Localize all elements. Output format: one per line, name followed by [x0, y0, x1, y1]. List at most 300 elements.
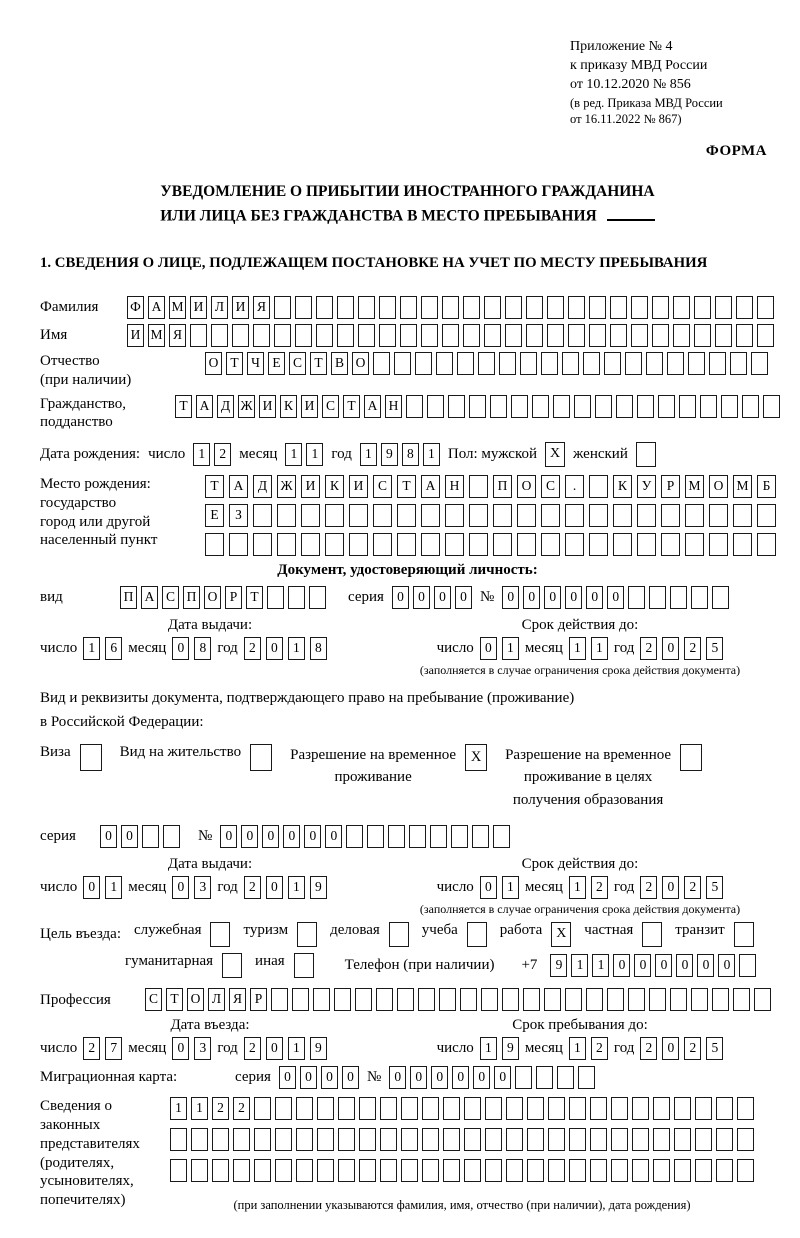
char-cell[interactable]: 1 — [502, 637, 519, 660]
char-cell[interactable] — [646, 352, 663, 375]
char-cell[interactable] — [541, 533, 560, 556]
char-cell[interactable] — [757, 504, 776, 527]
char-cell[interactable] — [632, 1097, 649, 1120]
char-cell[interactable] — [589, 504, 608, 527]
char-cell[interactable]: О — [204, 586, 221, 609]
char-cell[interactable] — [296, 1128, 313, 1151]
char-cell[interactable]: 0 — [655, 954, 672, 977]
char-cell[interactable] — [349, 533, 368, 556]
char-cell[interactable]: 1 — [502, 876, 519, 899]
char-cell[interactable] — [211, 324, 228, 347]
char-cell[interactable] — [685, 504, 704, 527]
char-cell[interactable] — [317, 1128, 334, 1151]
char-cell[interactable] — [422, 1097, 439, 1120]
char-cell[interactable] — [301, 533, 320, 556]
char-cell[interactable] — [632, 1128, 649, 1151]
char-cell[interactable]: 1 — [191, 1097, 208, 1120]
char-cell[interactable] — [742, 395, 759, 418]
char-cell[interactable]: З — [229, 504, 248, 527]
char-cell[interactable] — [313, 988, 330, 1011]
char-cell[interactable]: 2 — [233, 1097, 250, 1120]
char-cell[interactable] — [481, 988, 498, 1011]
char-cell[interactable] — [295, 296, 312, 319]
char-cell[interactable]: П — [120, 586, 137, 609]
char-cell[interactable] — [484, 324, 501, 347]
char-cell[interactable] — [376, 988, 393, 1011]
char-cell[interactable] — [469, 395, 486, 418]
char-cell[interactable]: 6 — [105, 637, 122, 660]
char-cell[interactable] — [523, 988, 540, 1011]
char-cell[interactable] — [337, 296, 354, 319]
char-cell[interactable] — [673, 296, 690, 319]
char-cell[interactable] — [712, 988, 729, 1011]
char-cell[interactable] — [712, 586, 729, 609]
char-cell[interactable] — [694, 324, 711, 347]
char-cell[interactable] — [721, 395, 738, 418]
char-cell[interactable]: 3 — [194, 1037, 211, 1060]
char-cell[interactable]: 0 — [718, 954, 735, 977]
char-cell[interactable] — [733, 533, 752, 556]
char-cell[interactable]: 1 — [288, 876, 305, 899]
char-cell[interactable] — [451, 825, 468, 848]
char-cell[interactable]: 0 — [410, 1066, 427, 1089]
char-cell[interactable]: 0 — [342, 1066, 359, 1089]
char-cell[interactable] — [505, 296, 522, 319]
char-cell[interactable]: 1 — [360, 443, 377, 466]
char-cell[interactable] — [649, 586, 666, 609]
char-cell[interactable] — [653, 1097, 670, 1120]
char-cell[interactable] — [400, 324, 417, 347]
char-cell[interactable] — [443, 1128, 460, 1151]
char-cell[interactable]: 1 — [105, 876, 122, 899]
char-cell[interactable]: 1 — [591, 637, 608, 660]
char-cell[interactable]: Я — [229, 988, 246, 1011]
char-cell[interactable] — [736, 324, 753, 347]
char-cell[interactable] — [541, 352, 558, 375]
char-cell[interactable]: Т — [205, 475, 224, 498]
char-cell[interactable]: 0 — [473, 1066, 490, 1089]
char-cell[interactable] — [590, 1097, 607, 1120]
char-cell[interactable] — [229, 533, 248, 556]
char-cell[interactable]: 2 — [212, 1097, 229, 1120]
char-cell[interactable] — [469, 475, 488, 498]
char-cell[interactable] — [680, 744, 702, 771]
char-cell[interactable]: 0 — [676, 954, 693, 977]
char-cell[interactable]: Т — [343, 395, 360, 418]
char-cell[interactable] — [565, 988, 582, 1011]
char-cell[interactable] — [557, 1066, 574, 1089]
char-cell[interactable]: 0 — [262, 825, 279, 848]
char-cell[interactable]: 0 — [300, 1066, 317, 1089]
char-cell[interactable] — [694, 296, 711, 319]
char-cell[interactable] — [695, 1097, 712, 1120]
char-cell[interactable] — [439, 988, 456, 1011]
char-cell[interactable] — [401, 1128, 418, 1151]
char-cell[interactable]: 0 — [321, 1066, 338, 1089]
char-cell[interactable]: 1 — [423, 443, 440, 466]
char-cell[interactable] — [367, 825, 384, 848]
char-cell[interactable] — [275, 1128, 292, 1151]
char-cell[interactable] — [674, 1097, 691, 1120]
char-cell[interactable]: 0 — [100, 825, 117, 848]
char-cell[interactable] — [691, 988, 708, 1011]
char-cell[interactable]: Н — [385, 395, 402, 418]
char-cell[interactable]: 2 — [684, 637, 701, 660]
char-cell[interactable] — [502, 988, 519, 1011]
char-cell[interactable]: И — [259, 395, 276, 418]
char-cell[interactable] — [379, 296, 396, 319]
char-cell[interactable] — [205, 533, 224, 556]
char-cell[interactable] — [436, 352, 453, 375]
char-cell[interactable]: Ж — [238, 395, 255, 418]
char-cell[interactable] — [611, 1097, 628, 1120]
char-cell[interactable]: К — [325, 475, 344, 498]
char-cell[interactable]: И — [190, 296, 207, 319]
char-cell[interactable]: Б — [757, 475, 776, 498]
char-cell[interactable] — [715, 324, 732, 347]
char-cell[interactable] — [445, 533, 464, 556]
char-cell[interactable] — [631, 296, 648, 319]
char-cell[interactable]: 2 — [244, 1037, 261, 1060]
char-cell[interactable]: О — [352, 352, 369, 375]
char-cell[interactable] — [493, 825, 510, 848]
char-cell[interactable]: 1 — [592, 954, 609, 977]
char-cell[interactable]: Ч — [247, 352, 264, 375]
char-cell[interactable] — [421, 504, 440, 527]
char-cell[interactable] — [757, 296, 774, 319]
char-cell[interactable]: X — [465, 744, 487, 771]
char-cell[interactable] — [275, 1097, 292, 1120]
char-cell[interactable] — [506, 1097, 523, 1120]
char-cell[interactable] — [613, 533, 632, 556]
char-cell[interactable]: 0 — [586, 586, 603, 609]
char-cell[interactable] — [673, 324, 690, 347]
char-cell[interactable]: 0 — [266, 876, 283, 899]
char-cell[interactable] — [544, 988, 561, 1011]
char-cell[interactable]: 0 — [480, 637, 497, 660]
char-cell[interactable]: 2 — [684, 1037, 701, 1060]
char-cell[interactable] — [589, 296, 606, 319]
char-cell[interactable] — [674, 1128, 691, 1151]
char-cell[interactable]: 9 — [310, 1037, 327, 1060]
char-cell[interactable]: 0 — [607, 586, 624, 609]
char-cell[interactable]: 0 — [662, 637, 679, 660]
char-cell[interactable]: Ж — [277, 475, 296, 498]
char-cell[interactable] — [547, 296, 564, 319]
char-cell[interactable]: 0 — [480, 876, 497, 899]
char-cell[interactable] — [757, 324, 774, 347]
char-cell[interactable] — [562, 352, 579, 375]
char-cell[interactable]: У — [637, 475, 656, 498]
char-cell[interactable] — [421, 533, 440, 556]
char-cell[interactable] — [274, 324, 291, 347]
char-cell[interactable]: М — [685, 475, 704, 498]
char-cell[interactable] — [661, 504, 680, 527]
char-cell[interactable] — [709, 504, 728, 527]
char-cell[interactable]: 0 — [266, 637, 283, 660]
char-cell[interactable] — [517, 533, 536, 556]
char-cell[interactable]: И — [301, 395, 318, 418]
char-cell[interactable]: X — [545, 442, 565, 467]
char-cell[interactable]: Р — [250, 988, 267, 1011]
char-cell[interactable] — [296, 1097, 313, 1120]
char-cell[interactable] — [637, 533, 656, 556]
char-cell[interactable] — [737, 1128, 754, 1151]
char-cell[interactable]: О — [205, 352, 222, 375]
char-cell[interactable] — [295, 324, 312, 347]
char-cell[interactable] — [754, 988, 771, 1011]
char-cell[interactable] — [380, 1097, 397, 1120]
char-cell[interactable]: 1 — [83, 637, 100, 660]
char-cell[interactable]: 9 — [381, 443, 398, 466]
char-cell[interactable]: 0 — [565, 586, 582, 609]
char-cell[interactable] — [532, 395, 549, 418]
char-cell[interactable] — [358, 296, 375, 319]
char-cell[interactable] — [349, 504, 368, 527]
char-cell[interactable]: 2 — [684, 876, 701, 899]
char-cell[interactable]: 5 — [706, 1037, 723, 1060]
char-cell[interactable]: 1 — [288, 637, 305, 660]
char-cell[interactable] — [274, 296, 291, 319]
char-cell[interactable] — [610, 296, 627, 319]
char-cell[interactable]: Л — [208, 988, 225, 1011]
char-cell[interactable] — [737, 1097, 754, 1120]
char-cell[interactable] — [400, 296, 417, 319]
char-cell[interactable] — [389, 922, 409, 947]
char-cell[interactable] — [730, 352, 747, 375]
char-cell[interactable]: 1 — [569, 1037, 586, 1060]
char-cell[interactable]: 0 — [455, 586, 472, 609]
char-cell[interactable] — [589, 533, 608, 556]
char-cell[interactable] — [463, 296, 480, 319]
char-cell[interactable]: Д — [217, 395, 234, 418]
char-cell[interactable] — [595, 395, 612, 418]
char-cell[interactable] — [418, 988, 435, 1011]
char-cell[interactable]: А — [421, 475, 440, 498]
char-cell[interactable] — [636, 442, 656, 467]
char-cell[interactable] — [578, 1066, 595, 1089]
char-cell[interactable] — [427, 395, 444, 418]
char-cell[interactable] — [658, 395, 675, 418]
char-cell[interactable] — [325, 533, 344, 556]
char-cell[interactable]: О — [187, 988, 204, 1011]
char-cell[interactable] — [191, 1128, 208, 1151]
char-cell[interactable] — [526, 296, 543, 319]
char-cell[interactable]: 0 — [121, 825, 138, 848]
char-cell[interactable] — [325, 504, 344, 527]
char-cell[interactable] — [607, 988, 624, 1011]
char-cell[interactable]: 0 — [662, 876, 679, 899]
char-cell[interactable]: 5 — [706, 637, 723, 660]
char-cell[interactable]: 0 — [266, 1037, 283, 1060]
char-cell[interactable]: Н — [445, 475, 464, 498]
char-cell[interactable]: 0 — [697, 954, 714, 977]
char-cell[interactable] — [254, 1128, 271, 1151]
char-cell[interactable] — [464, 1097, 481, 1120]
char-cell[interactable]: Т — [175, 395, 192, 418]
char-cell[interactable]: 0 — [83, 876, 100, 899]
char-cell[interactable] — [445, 504, 464, 527]
char-cell[interactable] — [359, 1097, 376, 1120]
char-cell[interactable]: 0 — [452, 1066, 469, 1089]
char-cell[interactable]: 0 — [389, 1066, 406, 1089]
char-cell[interactable] — [757, 533, 776, 556]
char-cell[interactable] — [397, 504, 416, 527]
char-cell[interactable]: 1 — [170, 1097, 187, 1120]
char-cell[interactable] — [442, 324, 459, 347]
char-cell[interactable]: 2 — [640, 1037, 657, 1060]
char-cell[interactable] — [553, 395, 570, 418]
char-cell[interactable] — [294, 953, 314, 978]
char-cell[interactable] — [485, 1128, 502, 1151]
char-cell[interactable] — [254, 1097, 271, 1120]
char-cell[interactable]: 0 — [434, 586, 451, 609]
char-cell[interactable]: Е — [205, 504, 224, 527]
char-cell[interactable] — [170, 1128, 187, 1151]
char-cell[interactable]: О — [709, 475, 728, 498]
char-cell[interactable] — [212, 1128, 229, 1151]
char-cell[interactable] — [716, 1128, 733, 1151]
char-cell[interactable]: 2 — [640, 876, 657, 899]
char-cell[interactable] — [317, 1097, 334, 1120]
char-cell[interactable] — [511, 395, 528, 418]
char-cell[interactable]: 0 — [172, 1037, 189, 1060]
char-cell[interactable]: Т — [226, 352, 243, 375]
char-cell[interactable] — [469, 504, 488, 527]
char-cell[interactable]: 0 — [613, 954, 630, 977]
char-cell[interactable] — [358, 324, 375, 347]
char-cell[interactable] — [734, 922, 754, 947]
char-cell[interactable] — [253, 324, 270, 347]
char-cell[interactable] — [267, 586, 284, 609]
char-cell[interactable]: Р — [225, 586, 242, 609]
char-cell[interactable] — [355, 988, 372, 1011]
char-cell[interactable] — [277, 504, 296, 527]
char-cell[interactable] — [421, 296, 438, 319]
char-cell[interactable] — [485, 1097, 502, 1120]
char-cell[interactable] — [490, 395, 507, 418]
char-cell[interactable]: 0 — [634, 954, 651, 977]
char-cell[interactable] — [610, 324, 627, 347]
char-cell[interactable]: И — [349, 475, 368, 498]
char-cell[interactable] — [373, 533, 392, 556]
char-cell[interactable] — [421, 324, 438, 347]
char-cell[interactable]: 0 — [279, 1066, 296, 1089]
char-cell[interactable] — [548, 1128, 565, 1151]
char-cell[interactable]: 9 — [310, 876, 327, 899]
char-cell[interactable]: К — [613, 475, 632, 498]
char-cell[interactable]: 2 — [591, 876, 608, 899]
char-cell[interactable] — [493, 504, 512, 527]
char-cell[interactable]: 1 — [569, 876, 586, 899]
char-cell[interactable]: 1 — [193, 443, 210, 466]
char-cell[interactable] — [751, 352, 768, 375]
char-cell[interactable]: М — [733, 475, 752, 498]
char-cell[interactable]: Т — [246, 586, 263, 609]
char-cell[interactable] — [464, 1128, 481, 1151]
char-cell[interactable]: Д — [253, 475, 272, 498]
char-cell[interactable]: 0 — [220, 825, 237, 848]
char-cell[interactable]: А — [364, 395, 381, 418]
char-cell[interactable] — [739, 954, 756, 977]
char-cell[interactable] — [695, 1128, 712, 1151]
char-cell[interactable]: И — [301, 475, 320, 498]
char-cell[interactable] — [691, 586, 708, 609]
char-cell[interactable] — [309, 586, 326, 609]
char-cell[interactable]: 9 — [550, 954, 567, 977]
char-cell[interactable] — [338, 1097, 355, 1120]
char-cell[interactable] — [547, 324, 564, 347]
char-cell[interactable] — [359, 1128, 376, 1151]
char-cell[interactable] — [574, 395, 591, 418]
char-cell[interactable] — [565, 533, 584, 556]
char-cell[interactable] — [233, 1128, 250, 1151]
char-cell[interactable] — [736, 296, 753, 319]
char-cell[interactable] — [292, 988, 309, 1011]
char-cell[interactable]: И — [232, 296, 249, 319]
char-cell[interactable]: Я — [253, 296, 270, 319]
char-cell[interactable] — [613, 504, 632, 527]
char-cell[interactable] — [685, 533, 704, 556]
char-cell[interactable] — [763, 395, 780, 418]
char-cell[interactable] — [628, 988, 645, 1011]
char-cell[interactable]: 0 — [494, 1066, 511, 1089]
char-cell[interactable] — [80, 744, 102, 771]
char-cell[interactable] — [373, 352, 390, 375]
char-cell[interactable]: 2 — [83, 1037, 100, 1060]
char-cell[interactable] — [163, 825, 180, 848]
char-cell[interactable] — [373, 504, 392, 527]
char-cell[interactable] — [649, 988, 666, 1011]
char-cell[interactable] — [515, 1066, 532, 1089]
char-cell[interactable] — [715, 296, 732, 319]
char-cell[interactable]: 0 — [392, 586, 409, 609]
char-cell[interactable]: Т — [166, 988, 183, 1011]
char-cell[interactable] — [505, 324, 522, 347]
char-cell[interactable] — [670, 586, 687, 609]
char-cell[interactable]: 0 — [283, 825, 300, 848]
char-cell[interactable]: 8 — [402, 443, 419, 466]
char-cell[interactable]: С — [322, 395, 339, 418]
char-cell[interactable] — [379, 324, 396, 347]
char-cell[interactable]: А — [229, 475, 248, 498]
char-cell[interactable]: 0 — [172, 876, 189, 899]
char-cell[interactable]: А — [141, 586, 158, 609]
char-cell[interactable]: 0 — [241, 825, 258, 848]
char-cell[interactable] — [301, 504, 320, 527]
char-cell[interactable] — [443, 1097, 460, 1120]
char-cell[interactable] — [611, 1128, 628, 1151]
char-cell[interactable]: С — [162, 586, 179, 609]
char-cell[interactable]: Ф — [127, 296, 144, 319]
char-cell[interactable] — [478, 352, 495, 375]
char-cell[interactable] — [467, 922, 487, 947]
char-cell[interactable] — [527, 1128, 544, 1151]
char-cell[interactable]: 9 — [502, 1037, 519, 1060]
char-cell[interactable]: 5 — [706, 876, 723, 899]
char-cell[interactable] — [346, 825, 363, 848]
char-cell[interactable] — [316, 324, 333, 347]
char-cell[interactable] — [406, 395, 423, 418]
char-cell[interactable]: Е — [268, 352, 285, 375]
char-cell[interactable]: Л — [211, 296, 228, 319]
char-cell[interactable]: А — [148, 296, 165, 319]
char-cell[interactable] — [277, 533, 296, 556]
char-cell[interactable] — [484, 296, 501, 319]
char-cell[interactable] — [253, 533, 272, 556]
char-cell[interactable] — [271, 988, 288, 1011]
char-cell[interactable] — [397, 988, 414, 1011]
